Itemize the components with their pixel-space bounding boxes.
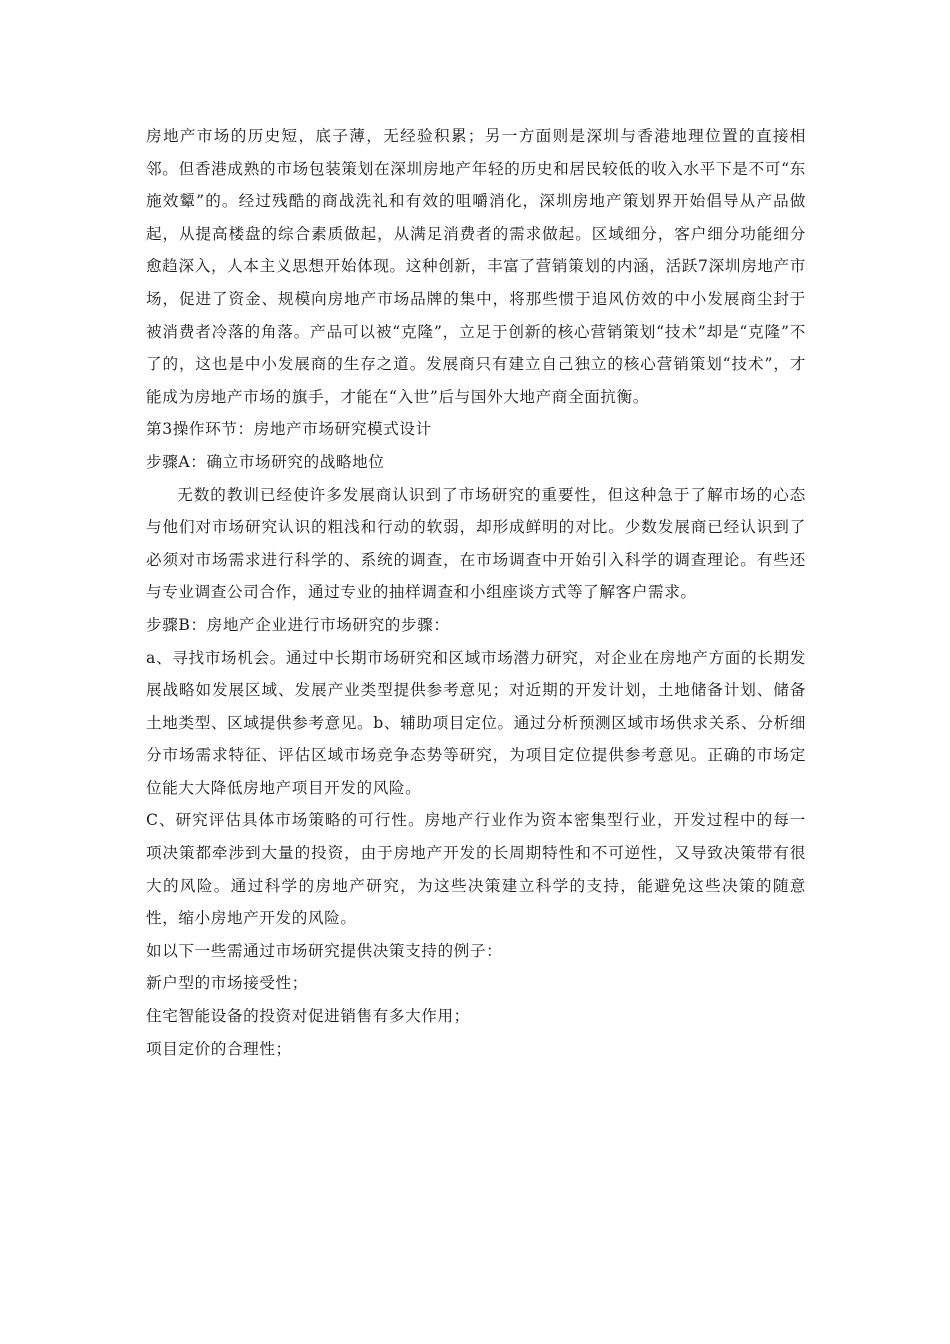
paragraph-examples-intro: 如以下一些需通过市场研究提供决策支持的例子： — [146, 941, 503, 960]
step-b-heading: 步骤B：房地产企业进行市场研究的步骤： — [146, 615, 450, 634]
paragraph-strategy-feasibility: C、研究评估具体市场策略的可行性。房地产行业作为资本密集型行业，开发过程中的每一项决策都牵涉到大量的投资，由于房地产开发的长周期特性和不可逆性，又导致决策带有很大的风险。通过科学的房地产研究，为这些决策建立科学的支持，能避免这些决策的随意性，缩小房地产开发的风险。 — [146, 811, 806, 928]
list-item-smart-devices: 住宅智能设备的投资对促进销售有多大作用； — [146, 1007, 470, 1026]
step-a-heading: 步骤A：确立市场研究的战略地位 — [146, 452, 385, 471]
paragraph-research-importance: 无数的教训已经使许多发展商认识到了市场研究的重要性，但这种急于了解市场的心态与他们对市场研究认识的粗浅和行动的软弱，却形成鲜明的对比。少数发展商已经认识到了必须对市场需求进行科学的、系统的调查，在市场调查中开始引入科学的调查理论。有些还与专业调查公司合作，通过专业的抽样调查和小组座谈方式等了解客户需求。 — [146, 485, 806, 602]
paragraph-market-opportunity: a、寻找市场机会。通过中长期市场研究和区域市场潜力研究，对企业在房地产方面的长期发展战略如发展区域、发展产业类型提供参考意见；对近期的开发计划，土地储备计划、储备土地类型、区域提供参考意见。b、辅助项目定位。通过分析预测区域市场供求关系、分析细分市场需求特征、评估区域市场竞争态势等研究，为项目定位提供参考意见。正确的市场定位能大大降低房地产项目开发的风险。 — [146, 648, 806, 797]
list-item-unit-acceptance: 新户型的市场接受性； — [146, 974, 308, 993]
document-body — [146, 120, 806, 1065]
paragraph-market-history: 房地产市场的历史短，底子薄，无经验积累；另一方面则是深圳与香港地理位置的直接相邻。但香港成熟的市场包装策划在深圳房地产年轻的历史和居民较低的收入水平下是不可“东施效颦”的。经过残酷的商战洗礼和有效的咀嚼消化，深圳房地产策划界开始倡导从产品做起，从提高楼盘的综合素质做起，从满足消费者的需求做起。区域细分，客户细分功能细分愈趋深入，人本主义思想开始体现。这种创新，丰富了营销策划的内涵，活跃7深圳房地产市场，促进了资金、规模向房地产市场品牌的集中，将那些惯于追风仿效的中小发展商尘封于被消费者冷落的角落。产品可以被“克隆”，立足于创新的核心营销策划“技术”却是“克隆”不了的，这也是中小发展商的生存之道。发展商只有建立自己独立的核心营销策划“技术”，才能成为房地产市场的旗手，才能在“入世”后与国外大地产商全面抗衡。 — [146, 127, 806, 406]
list-item-pricing: 项目定价的合理性； — [146, 1039, 292, 1058]
section-heading-research-design: 第3操作环节：房地产市场研究模式设计 — [146, 420, 432, 439]
